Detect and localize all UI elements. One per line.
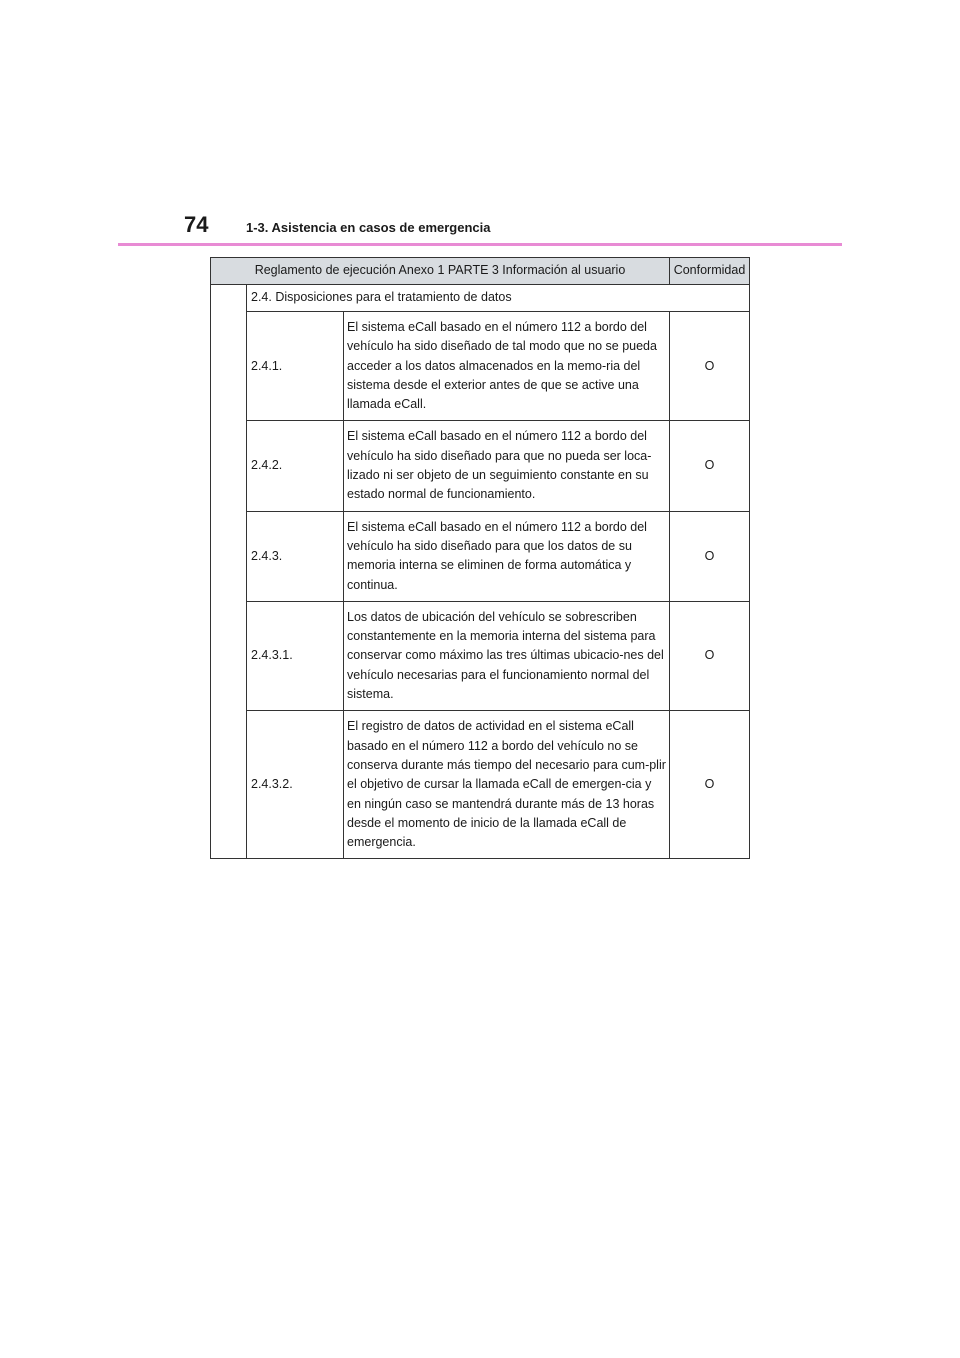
row-conformity: O (670, 312, 750, 421)
row-conformity: O (670, 421, 750, 511)
row-text: Los datos de ubicación del vehículo se sobrescriben constantemente en la memoria interna del sistema para conservar como máximo las tres últimas ubicacio-nes del vehículo necesarias para el funcionamiento normal del sistema. (344, 601, 670, 710)
row-text: El sistema eCall basado en el número 112 a bordo del vehículo ha sido diseñado para que no pueda ser loca-lizado ni ser objeto de un seguimiento constante en su estado normal de funcionamiento. (344, 421, 670, 511)
row-conformity: O (670, 711, 750, 859)
row-text: El registro de datos de actividad en el sistema eCall basado en el número 112 a bordo del vehículo no se conserva durante más tiempo del necesario para cum-plir el objetivo de cursar la llamada eCall de emergen-cia y en ningún caso se mantendrá durante más de 13 horas desde el momento de inicio de la llamada eCall de emergencia. (344, 711, 670, 859)
row-code: 2.4.1. (247, 312, 344, 421)
row-text: El sistema eCall basado en el número 112 a bordo del vehículo ha sido diseñado de tal modo que no se pueda acceder a los datos almacenados en la memo-ria del sistema desde el exterior antes de que se active una llamada eCall. (344, 312, 670, 421)
table-row (211, 711, 750, 859)
header-rule (118, 243, 842, 246)
regulation-table (210, 257, 750, 859)
table-row (211, 421, 750, 511)
table-row (211, 601, 750, 710)
table-row (211, 511, 750, 601)
row-code: 2.4.2. (247, 421, 344, 511)
row-text: El sistema eCall basado en el número 112 a bordo del vehículo ha sido diseñado para que los datos de su memoria interna se eliminen de forma automática y continua. (344, 511, 670, 601)
section-title: 1-3. Asistencia en casos de emergencia (246, 220, 491, 235)
section-heading-row (211, 285, 750, 312)
row-conformity: O (670, 511, 750, 601)
row-code: 2.4.3.1. (247, 601, 344, 710)
row-code: 2.4.3.2. (247, 711, 344, 859)
section-heading: 2.4. Disposiciones para el tratamiento de datos (247, 285, 750, 312)
header-conformity: Conformidad (670, 258, 750, 285)
table-row (211, 312, 750, 421)
row-code: 2.4.3. (247, 511, 344, 601)
row-conformity: O (670, 601, 750, 710)
blank-column (211, 285, 247, 859)
header-regulation: Reglamento de ejecución Anexo 1 PARTE 3 Información al usuario (211, 258, 670, 285)
page-number: 74 (184, 212, 209, 237)
table-header-row (211, 258, 750, 285)
